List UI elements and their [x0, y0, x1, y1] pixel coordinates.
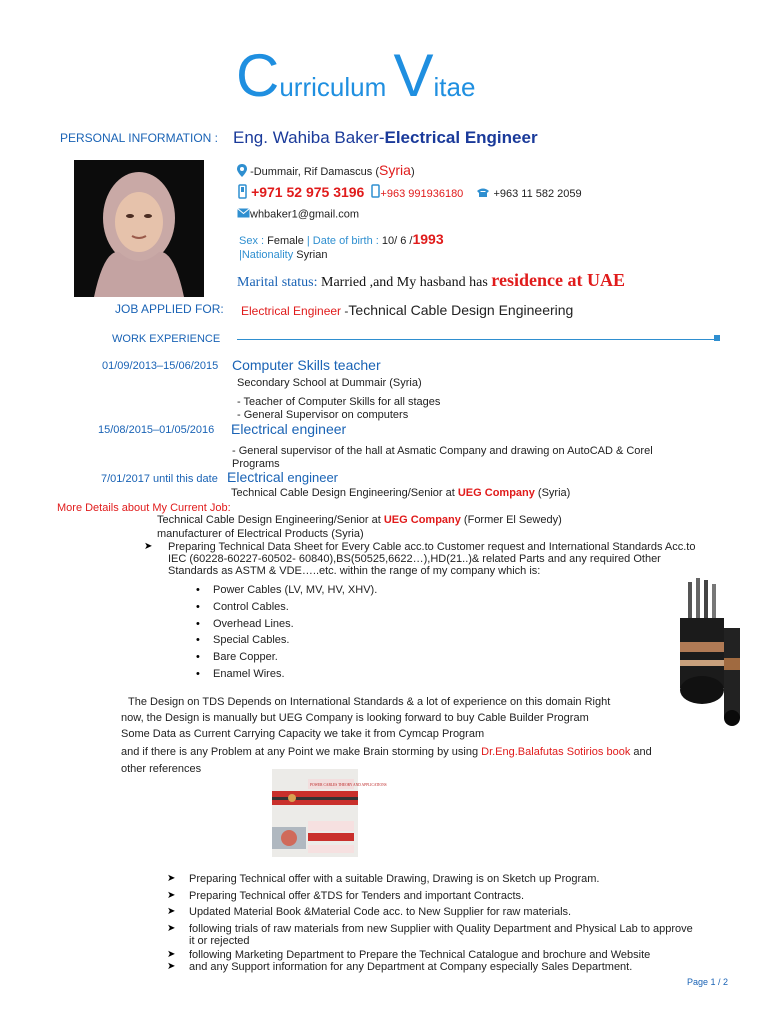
job3-place-text: Technical Cable Design Engineering/Senior at: [231, 487, 458, 499]
list-item: • Enamel Wires.: [213, 666, 377, 683]
email-address[interactable]: whbaker1@gmail.com: [250, 208, 359, 221]
title-part-2: itae: [433, 72, 476, 102]
job-applied: [241, 302, 573, 318]
title-letter-v: V: [393, 42, 434, 109]
book-cover-graphic: [272, 769, 387, 857]
personal-details: [239, 231, 444, 247]
job-applied-sep: -: [341, 304, 349, 318]
design-desc-4-text: and if there is any Problem at any Point we make Brain storming by using: [121, 746, 482, 758]
portrait-image: [74, 160, 204, 297]
name-text: Eng. Wahiba Baker-: [233, 128, 385, 147]
list-item: • Control Cables.: [213, 599, 377, 616]
address-text: -Dummair, Rif Damascus (: [250, 166, 380, 178]
marital-status: [237, 270, 625, 291]
address-close: ): [410, 166, 415, 178]
sex-value: Female: [267, 235, 304, 247]
title-part-1: urriculum: [279, 72, 394, 102]
marital-label: Marital status:: [237, 275, 318, 290]
cv-title: [236, 42, 476, 123]
design-desc-3: Some Data as Current Carrying Capacity we take it from Cymcap Program: [121, 728, 485, 740]
current-job-text: Technical Cable Design Engineering/Senior at: [157, 514, 384, 526]
location-pin-icon: [237, 164, 247, 180]
job2-duty-2: Programs: [232, 458, 280, 470]
list-item: [167, 871, 693, 888]
arrow-bullet-icon: ➤: [167, 948, 176, 960]
phone-line: [237, 183, 582, 204]
arrow-bullet-icon: ➤: [167, 960, 176, 972]
cable-image: [674, 578, 744, 728]
job3-title-2: engineer: [283, 470, 339, 485]
arrow-bullet-icon: ➤: [144, 541, 153, 552]
page-number: Page 1 / 2: [687, 977, 729, 987]
reference-book: Dr.Eng.Balafutas Sotirios book: [481, 746, 631, 758]
list-item: [167, 960, 693, 973]
phone-syria-mobile: +963 991936180: [380, 188, 464, 200]
job2-title: Electrical engineer: [231, 421, 347, 437]
design-desc-4-end: and: [630, 746, 652, 758]
task-text: following Marketing Department to Prepare the Technical Catalogue and brochure and Website: [189, 948, 651, 961]
job2-duty-1: - General supervisor of the hall at Asmatic Company and drawing on AutoCAD & Corel: [232, 445, 653, 457]
job-applied-label: JOB APPLIED FOR:: [115, 302, 224, 316]
tds-line-1: Preparing Technical Data Sheet for Every Cable acc.to Customer request and International Standards Acc.to: [168, 541, 696, 553]
current-job-line-1: [157, 514, 562, 526]
design-desc-5: other references: [121, 763, 202, 775]
job1-duty-2: - General Supervisor on computers: [237, 409, 409, 421]
arrow-bullet-icon: ➤: [167, 889, 176, 901]
job-applied-role: Electrical Engineer: [241, 304, 342, 318]
job3-title: [227, 469, 338, 485]
job1-dates: 01/09/2013–15/06/2015: [102, 360, 219, 372]
book-cover-image: [272, 769, 387, 857]
task-text: Updated Material Book &Material Code acc. to New Supplier for raw materials.: [189, 906, 572, 918]
power-cable-illustration: [674, 578, 744, 728]
design-desc-1: The Design on TDS Depends on International Standards & a lot of experience on this domain Right: [128, 696, 611, 708]
list-item: [167, 904, 693, 921]
role-text: Electrical Engineer: [384, 128, 538, 147]
list-item: • Special Cables.: [213, 632, 377, 649]
task-text: following trials of raw materials from new Supplier with Quality Department and Physical Lab to approve: [189, 922, 693, 935]
mobile-phone-icon: [237, 185, 248, 204]
dob-value: 10/ 6 /: [381, 235, 413, 247]
dob-year: 1993: [412, 231, 444, 247]
current-job-company: UEG Company: [383, 514, 461, 526]
design-desc-4: [121, 746, 652, 758]
tds-line-2: IEC (60228-60227-60502- 60840),BS(50525,6622…),HD(21..)& related Parts and any required Other: [168, 553, 661, 565]
marital-text: Married ,and My hasband has: [321, 275, 488, 290]
section-divider: [237, 339, 717, 340]
job1-place: Secondary School at Dummair (Syria): [237, 377, 422, 389]
nationality-label: |Nationality: [239, 249, 294, 261]
job1-duty-1: - Teacher of Computer Skills for all stages: [237, 396, 441, 408]
address-line: [237, 162, 415, 180]
job3-title-1: Electrical: [227, 469, 284, 485]
envelope-icon: [237, 208, 250, 221]
personal-info-label: PERSONAL INFORMATION :: [60, 131, 219, 145]
task-list: [167, 871, 693, 973]
design-desc-2: now, the Design is manually but UEG Company is looking forward to buy Cable Builder Program: [121, 712, 589, 724]
phone-landline: +963 11 582 2059: [493, 188, 582, 200]
list-item: • Bare Copper.: [213, 649, 377, 666]
list-item: [167, 948, 693, 961]
task-text: and any Support information for any Department at Company especially Sales Department.: [189, 960, 633, 973]
more-details-heading: More Details about My Current Job:: [57, 502, 231, 514]
job-applied-detail: Technical Cable Design Engineering: [348, 302, 574, 318]
work-experience-label: WORK EXPERIENCE: [112, 333, 221, 345]
telephone-icon: [476, 185, 490, 203]
list-item: [167, 888, 693, 905]
nationality-value: Syrian: [296, 249, 328, 261]
arrow-bullet-icon: ➤: [167, 906, 176, 917]
task-text: Preparing Technical offer with a suitable Drawing, Drawing is on Sketch up Program.: [189, 873, 600, 885]
profile-photo: [74, 160, 204, 297]
list-item: • Power Cables (LV, MV, HV, XHV).: [213, 582, 377, 599]
sex-label: Sex :: [239, 235, 265, 247]
dob-label: | Date of birth :: [306, 235, 379, 247]
phone-uae: +971 52 975 3196: [251, 184, 365, 200]
current-job-former: (Former El Sewedy): [460, 514, 562, 526]
job1-title: Computer Skills teacher: [232, 357, 381, 373]
task-text: Preparing Technical offer &TDS for Tenders and important Contracts.: [189, 889, 525, 902]
job3-dates: 7/01/2017 until this date: [101, 473, 218, 485]
arrow-bullet-icon: ➤: [167, 873, 176, 884]
job3-place: [231, 487, 570, 499]
email-line: [237, 208, 359, 221]
job3-company: UEG Company: [457, 487, 535, 499]
title-letter-c: C: [236, 42, 280, 109]
candidate-name: [233, 128, 538, 148]
job3-country: (Syria): [534, 487, 571, 499]
current-job-line-2: manufacturer of Electrical Products (Syria): [157, 528, 364, 540]
divider-marker: [714, 335, 720, 341]
job2-dates: 15/08/2015–01/05/2016: [98, 424, 215, 436]
list-item: [167, 922, 693, 947]
product-list: [213, 582, 377, 683]
tds-paragraph: [144, 541, 696, 577]
nationality-line: [239, 249, 327, 261]
book-title-text: POWER CABLES THEORY AND APPLICATIONS: [310, 783, 387, 787]
arrow-bullet-icon: ➤: [167, 922, 176, 934]
tds-line-3: Standards as ASTM & VDE…..etc. within the range of my company which is:: [168, 565, 541, 577]
task-text-cont: it or rejected: [189, 934, 250, 947]
marital-residence: residence at UAE: [491, 270, 625, 290]
list-item: • Overhead Lines.: [213, 616, 377, 633]
address-country: Syria: [379, 162, 411, 178]
